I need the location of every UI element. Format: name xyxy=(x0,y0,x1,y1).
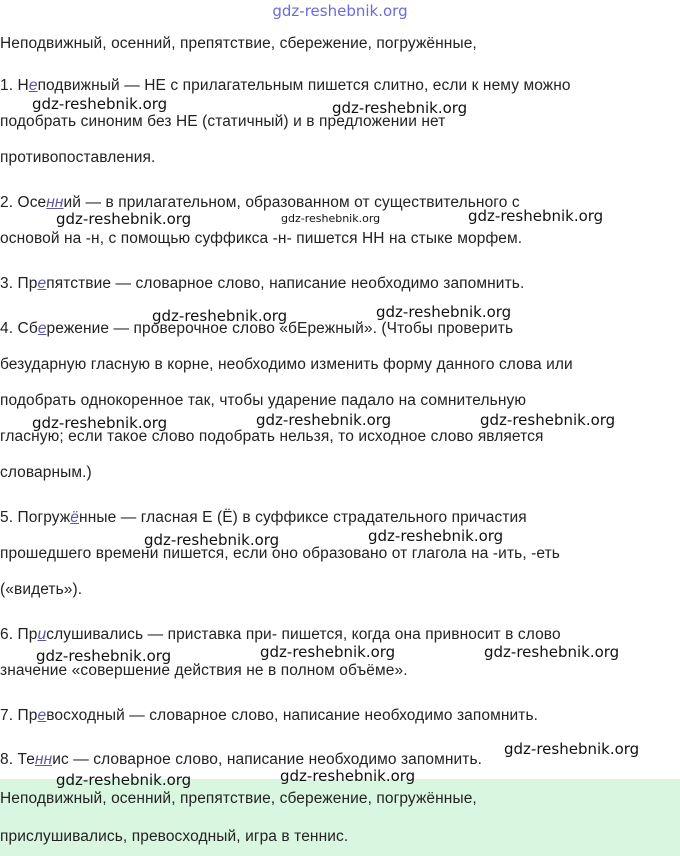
item-7-line-1: 7. Превосходный — словарное слово, написание необходимо запомнить. xyxy=(0,707,539,724)
watermark: gdz-reshebnik.org xyxy=(368,527,504,545)
watermark: gdz-reshebnik.org xyxy=(56,771,192,789)
watermark: gdz-reshebnik.org xyxy=(32,95,168,113)
intro-line: Неподвижный, осенний, препятствие, сбережение, погружённые, xyxy=(0,35,477,52)
watermark: gdz-reshebnik.org xyxy=(260,643,396,661)
item-6-line-1: 6. Прислушивались — приставка при- пишется, когда она привносит в слово xyxy=(0,626,561,643)
watermark: gdz-reshebnik.org xyxy=(36,647,172,665)
watermark: gdz-reshebnik.org xyxy=(468,207,604,225)
item-1-line-2: подобрать синоним без НЕ (статичный) и в предложении нет xyxy=(0,113,446,130)
watermark: gdz-reshebnik.org xyxy=(376,303,512,321)
spelling-mark: е xyxy=(37,320,47,337)
item-1-line-3: противопоставления. xyxy=(0,149,156,166)
watermark: gdz-reshebnik.org xyxy=(480,411,616,429)
spelling-mark: нн xyxy=(34,751,53,768)
watermark: gdz-reshebnik.org xyxy=(32,414,168,432)
spelling-mark: е xyxy=(28,77,38,94)
item-2-line-1: 2. Осенний — в прилагательном, образованном от существительного с xyxy=(0,194,520,211)
watermark: gdz-reshebnik.org xyxy=(504,740,640,758)
watermark: gdz-reshebnik.org xyxy=(281,212,381,225)
watermark: gdz-reshebnik.org xyxy=(484,643,620,661)
watermark: gdz-reshebnik.org xyxy=(280,767,416,785)
item-2-line-2: основой на -н, с помощью суффикса -н- пишется НН на стыке морфем. xyxy=(0,230,523,247)
item-8-line-1: 8. Теннис — словарное слово, написание необходимо запомнить. xyxy=(0,751,483,768)
spelling-mark: е xyxy=(37,707,47,724)
answer-line-2: прислушивались, превосходный, игра в теннис. xyxy=(0,828,349,845)
watermark: gdz-reshebnik.org xyxy=(332,99,468,117)
item-6-line-2: значение «совершение действия не в полном объёме». xyxy=(0,662,408,679)
watermark-top[interactable]: gdz-reshebnik.org xyxy=(272,2,408,20)
watermark: gdz-reshebnik.org xyxy=(56,210,192,228)
item-3-line-1: 3. Препятствие — словарное слово, написание необходимо запомнить. xyxy=(0,275,525,292)
item-5-line-1: 5. Погружённые — гласная Е (Ё) в суффиксе страдательного причастия xyxy=(0,509,527,526)
item-4-line-4: гласную; если такое слово подобрать нельзя, то исходное слово является xyxy=(0,428,544,445)
item-5-line-2: прошедшего времени пишется, если оно образовано от глагола на -ить, -еть xyxy=(0,545,560,562)
watermark: gdz-reshebnik.org xyxy=(256,411,392,429)
spelling-mark: ё xyxy=(70,509,80,526)
item-4-line-2: безударную гласную в корне, необходимо изменить форму данного слова или xyxy=(0,356,573,373)
spelling-mark: е xyxy=(37,275,47,292)
item-4-line-3: подобрать однокоренное так, чтобы ударение падало на сомнительную xyxy=(0,392,527,409)
watermark: gdz-reshebnik.org xyxy=(144,531,280,549)
item-4-line-1: 4. Сбережение — проверочное слово «бЕрежный». (Чтобы проверить xyxy=(0,320,514,337)
item-4-line-5: словарным.) xyxy=(0,464,92,481)
item-5-line-3: («видеть»). xyxy=(0,581,83,598)
watermark: gdz-reshebnik.org xyxy=(152,307,288,325)
spelling-mark: и xyxy=(37,626,47,643)
item-1-line-1: 1. Неподвижный — НЕ с прилагательным пишется слитно, если к нему можно xyxy=(0,77,571,94)
answer-line-1: Неподвижный, осенний, препятствие, сбережение, погружённые, xyxy=(0,790,477,807)
spelling-mark: нн xyxy=(46,194,64,211)
